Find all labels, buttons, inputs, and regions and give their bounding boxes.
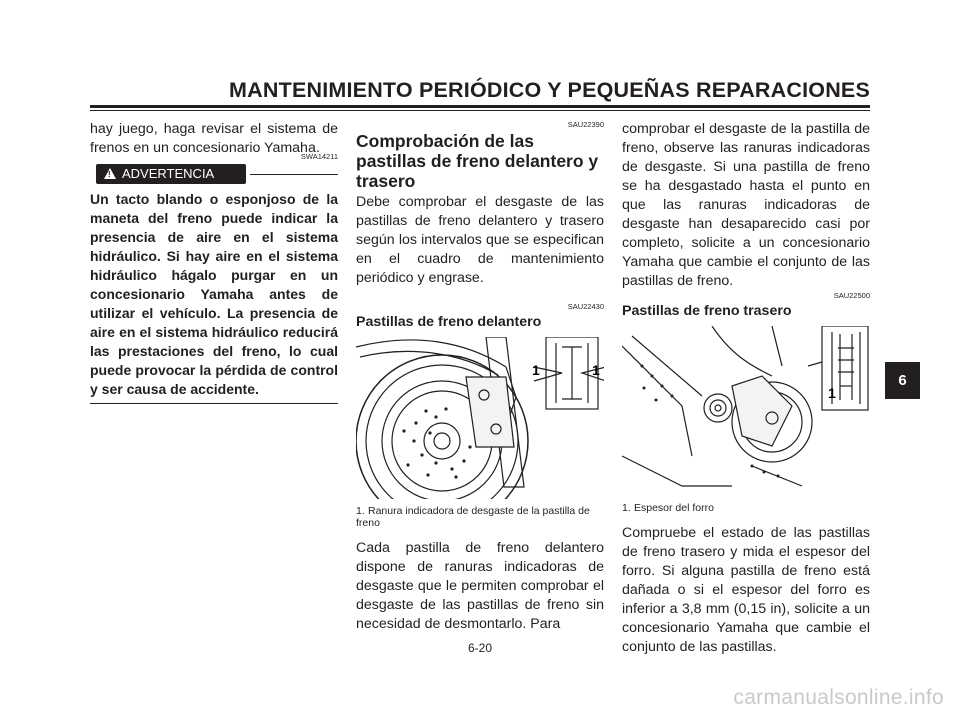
warning-icon: ! [104, 168, 116, 179]
subsection-heading: Pastillas de freno trasero [622, 303, 792, 319]
paragraph: Cada pastilla de freno delantero dispone de ranuras indicadoras de desgaste que le permiten comprobar el desgaste de las pastillas de freno sin necesidad de desmontarlo. Para [356, 540, 604, 632]
rear-brake-illustration [622, 326, 870, 496]
caption-number: 1. [356, 505, 365, 517]
chapter-tab: 6 [885, 362, 920, 399]
column-middle [356, 120, 604, 634]
caption-text: Espesor del forro [634, 502, 714, 514]
caption-number: 1. [622, 502, 631, 514]
column-right [622, 120, 870, 657]
warning-badge [96, 164, 246, 184]
caption-text: Ranura indicadora de desgaste de la pastilla de freno [356, 505, 590, 529]
subsection-heading: Pastillas de freno delantero [356, 314, 542, 330]
paragraph: comprobar el desgaste de la pastilla de freno, observe las ranuras indicadoras de desgaste. Si una pastilla de freno se ha desgastado hasta el punto en que las ranuras indicadoras de desgaste han desaparecido casi por completo, solicite a un concesionario Yamaha que cambie el conjunto de las pastillas de freno. [622, 121, 870, 289]
figure-caption [622, 502, 870, 514]
watermark: carmanualsonline.info [733, 686, 944, 709]
section-heading: Comprobación de las pastillas de freno delantero y trasero [356, 131, 599, 191]
section-code: SWA14211 [300, 152, 338, 161]
header-rule-thin [90, 110, 870, 111]
section-code: SAU22500 [833, 291, 870, 300]
warning-label: ADVERTENCIA [122, 166, 215, 181]
callout-label: 1 [532, 362, 540, 378]
intro-text: hay juego, haga revisar el sistema de frenos en un concesionario Yamaha. [90, 121, 338, 156]
chapter-title: MANTENIMIENTO PERIÓDICO Y PEQUEÑAS REPARACIONES [229, 78, 870, 102]
warning-end-rule [90, 403, 338, 404]
column-left [90, 120, 338, 404]
warning-text: Un tacto blando o esponjoso de la maneta del freno puede indicar la presencia de aire en el sistema hidráulico. Si hay aire en el sistema hidráulico hágalo purgar en un concesionario Yamaha antes de utilizar el vehículo. La presencia de aire en el sistema hidráulico reducirá las prestaciones del freno, lo cual puede provocar la pérdida de control y ser causa de accidente. [90, 191, 338, 397]
paragraph: Compruebe el estado de las pastillas de freno trasero y mida el espesor del forro. Si alguna pastilla de freno está dañada o si el espesor del forro es inferior a 3,8 mm (0,15 in), solicite a un concesionario Yamaha que cambie el conjunto de las pastillas. [622, 525, 870, 655]
front-brake-illustration [356, 337, 604, 499]
section-code: SAU22430 [567, 302, 604, 311]
header-rule [90, 105, 870, 108]
front-brake-figure [356, 337, 604, 499]
section-code: SAU22390 [567, 120, 604, 129]
page-number: 6-20 [467, 641, 493, 655]
figure-caption [356, 505, 604, 529]
callout-label: 1 [592, 362, 600, 378]
callout-label: 1 [828, 385, 836, 401]
rear-brake-figure [622, 326, 870, 496]
warning-rule [250, 174, 338, 175]
warning-header [90, 164, 338, 186]
paragraph: Debe comprobar el desgaste de las pastillas de freno delantero y trasero según los intervalos que se especifican en el cuadro de mantenimiento periódico y engrase. [356, 194, 604, 286]
